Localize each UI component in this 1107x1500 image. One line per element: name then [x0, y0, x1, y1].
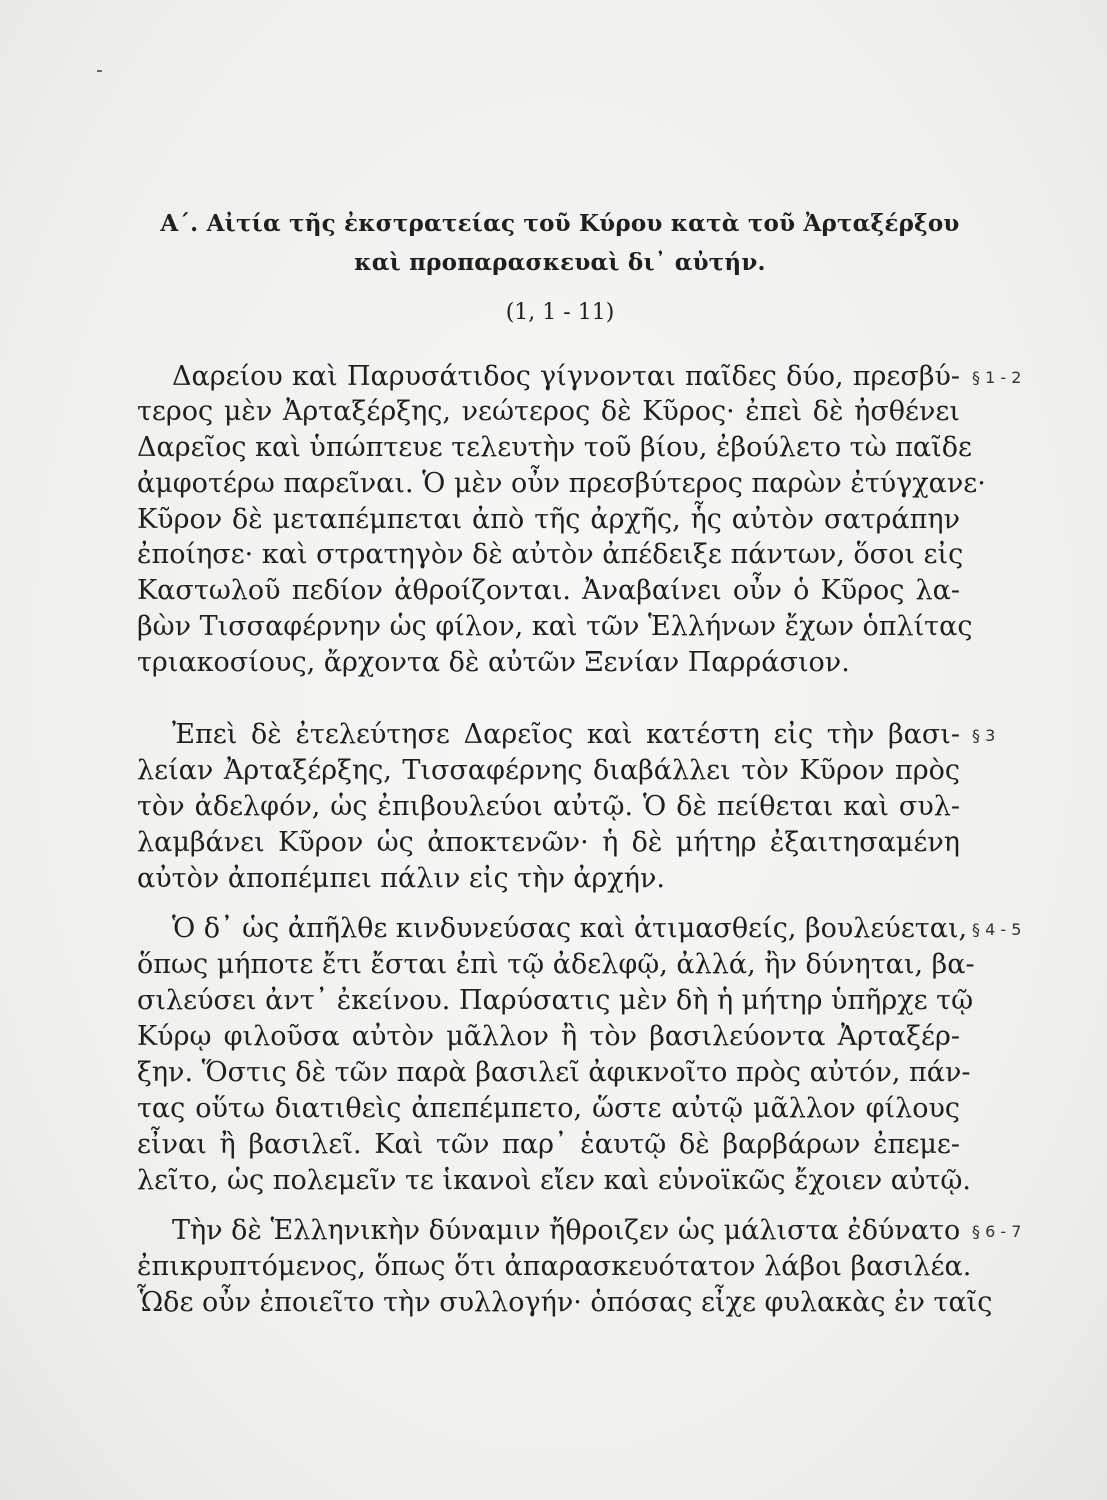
stray-mark — [97, 70, 102, 72]
chapter-heading-line-2: καὶ προπαρασκευαὶ δι᾽ αὐτήν. — [354, 249, 766, 276]
text-line: ἐπικρυπτόμενος, ὅπως ὅτι ἀπαρασκευότατον λάβοι βασιλέα. — [137, 1251, 972, 1282]
text-line: Κύρῳ φιλοῦσα αὐτὸν μᾶλλον ἢ τὸν βασιλεύοντα Ἀρταξέρ- — [137, 1021, 960, 1052]
text-line: ὅπως μήποτε ἔτι ἔσται ἐπὶ τῷ ἀδελφῷ, ἀλλά, ἢν δύνηται, βα- — [137, 949, 975, 980]
chapter-heading-line-1: Α΄. Αἰτία τῆς ἐκστρατείας τοῦ Κύρου κατὰ τοῦ Ἀρταξέρξου — [160, 210, 960, 237]
text-line: Ὧδε οὖν ἐποιεῖτο τὴν συλλογήν· ὁπόσας εἶχε φυλακὰς ἐν ταῖς — [137, 1287, 993, 1318]
text-line: εἶναι ἢ βασιλεῖ. Καὶ τῶν παρ᾽ ἑαυτῷ δὲ βαρβάρων ἐπεμε- — [137, 1129, 960, 1160]
text-line: λείαν Ἀρταξέρξης, Τισσαφέρνης διαβάλλει τὸν Κῦρον πρὸς — [137, 755, 960, 786]
text-line: λαμβάνει Κῦρον ὡς ἀποκτενῶν· ἡ δὲ μήτηρ ἐξαιτησαμένη — [137, 827, 960, 858]
text-line: ἀμφοτέρω παρεῖναι. Ὁ μὲν οὖν πρεσβύτερος παρὼν ἐτύγχανε· — [137, 468, 986, 499]
text-line: ξην. Ὅστις δὲ τῶν παρὰ βασιλεῖ ἀφικνοῖτο πρὸς αὐτόν, πάν- — [137, 1057, 971, 1088]
text-line: τριακοσίους, ἄρχοντα δὲ αὐτῶν Ξενίαν Παρράσιον. — [137, 647, 850, 678]
text-line: Ὁ δ᾽ ὡς ἀπῆλθε κινδυνεύσας καὶ ἀτιμασθείς, βουλεύεται, — [172, 913, 968, 944]
text-line: Κῦρον δὲ μεταπέμπεται ἀπὸ τῆς ἀρχῆς, ἧς αὐτὸν σατράπην — [137, 504, 960, 535]
text-line: ἐποίησε· καὶ στρατηγὸν δὲ αὐτὸν ἀπέδειξε πάντων, ὅσοι εἰς — [137, 539, 964, 570]
text-line: Δαρείου καὶ Παρυσάτιδος γίγνονται παῖδες δύο, πρεσβύ- — [172, 361, 960, 392]
text-line: αὐτὸν ἀποπέμπει πάλιν εἰς τὴν ἀρχήν. — [137, 863, 665, 894]
text-line: Καστωλοῦ πεδίον ἀθροίζονται. Ἀναβαίνει οὖν ὁ Κῦρος λα- — [137, 575, 960, 606]
section-marker-6-7: § 6 - 7 — [972, 1222, 1022, 1241]
chapter-reference: (1, 1 - 11) — [505, 300, 615, 325]
text-line: τας οὕτω διατιθεὶς ἀπεπέμπετο, ὥστε αὐτῷ μᾶλλον φίλους — [137, 1093, 960, 1124]
text-line: βὼν Τισσαφέρνην ὡς φίλον, καὶ τῶν Ἑλλήνων ἔχων ὁπλίτας — [137, 611, 973, 642]
text-line: Δαρεῖος καὶ ὑπώπτευε τελευτὴν τοῦ βίου, ἐβούλετο τὼ παῖδε — [137, 432, 972, 463]
text-line: σιλεύσει ἀντ᾽ ἐκείνου. Παρύσατις μὲν δὴ ἡ μήτηρ ὑπῆρχε τῷ — [137, 985, 974, 1016]
text-line: Τὴν δὲ Ἑλληνικὴν δύναμιν ἤθροιζεν ὡς μάλιστα ἐδύνατο — [172, 1215, 961, 1246]
text-line: τὸν ἀδελφόν, ὡς ἐπιβουλεύοι αὐτῷ. Ὁ δὲ πείθεται καὶ συλ- — [137, 791, 960, 822]
text-line: τερος μὲν Ἀρταξέρξης, νεώτερος δὲ Κῦρος· ἐπεὶ δὲ ἠσθένει — [137, 396, 960, 427]
section-marker-1-2: § 1 - 2 — [972, 368, 1022, 387]
section-marker-4-5: § 4 - 5 — [972, 920, 1022, 939]
section-marker-3: § 3 — [972, 726, 996, 745]
text-line: λεῖτο, ὡς πολεμεῖν τε ἱκανοὶ εἴεν καὶ εὐνοϊκῶς ἔχοιεν αὐτῷ. — [137, 1165, 971, 1196]
text-line: Ἐπεὶ δὲ ἐτελεύτησε Δαρεῖος καὶ κατέστη εἰς τὴν βασι- — [172, 719, 960, 750]
